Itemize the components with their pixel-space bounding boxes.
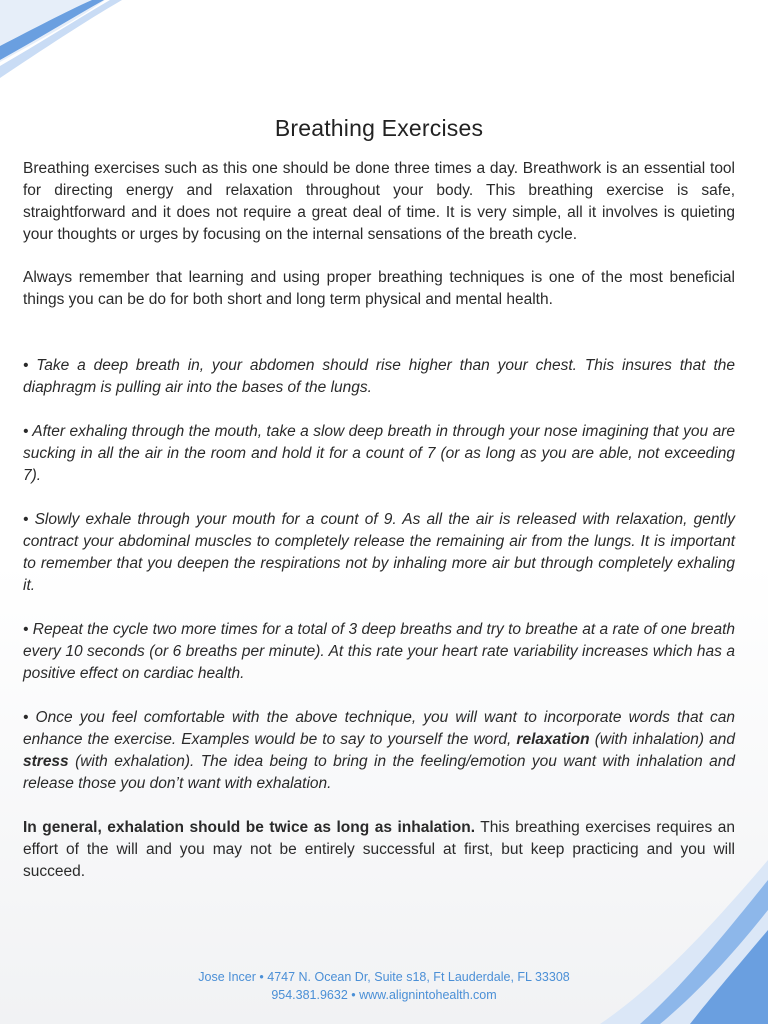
bullet-words-text-3: (with exhalation). The idea being to bring in the feeling/emotion you want with inhalation and release those you don’t want with exhalation. [23,753,735,793]
intro-paragraph: Breathing exercises such as this one should be done three times a day. Breathwork is an essential tool for directing energy and relaxation throughout your body. This breathing exercise is safe, straightforward and it does not require a great deal of time. It is very simple, all it involves is quieting your thoughts or urges by focusing on the internal sensations of the breath cycle. [23,160,735,244]
page-title: Breathing Exercises [274,115,484,141]
bullet-repeat-cycle: • Repeat the cycle two more times for a total of 3 deep breaths and try to breathe at a rate of one breath every 10 seconds (or 6 breaths per minute). At this rate your heart rate variability increases which has a positive effect on cardiac health. [23,621,735,683]
conclusion-bold-statement: In general, exhalation should be twice as long as inhalation. [23,819,475,837]
bullet-words-text-1: • Once you feel comfortable with the above technique, you will want to incorporate words that can enhance the exercise. Examples would be to say to yourself the word, [23,709,735,749]
footer-phone-website: 954.381.9632 • www.alignintohealth.com [271,988,497,1002]
conclusion-rest: This breathing exercises requires an effort of the will and you may not be entirely successful at first, but keep practicing and you will succeed. [23,819,735,881]
footer-address: Jose Incer • 4747 N. Ocean Dr, Suite s18, Ft Lauderdale, FL 33308 [198,970,570,984]
word-stress: stress [23,753,69,771]
word-relaxation: relaxation [516,731,590,749]
bullet-words-text-2: (with inhalation) and [589,731,735,749]
conclusion-paragraph [23,817,735,883]
bullet-deep-breath: • Take a deep breath in, your abdomen should rise higher than your chest. This insures that the diaphragm is pulling air into the bases of the lungs. [23,357,735,397]
bullet-slow-exhale: • Slowly exhale through your mouth for a count of 9. As all the air is released with relaxation, gently contract your abdominal muscles to completely release the remaining air from the lungs. It is important to remember that you deepen the respirations not by inhaling more air but through completely exhaling it. [23,511,735,595]
footer-contact [0,968,768,1004]
document-body [23,112,735,883]
health-benefits-paragraph: Always remember that learning and using proper breathing techniques is one of the most beneficial things you can be do for both short and long term physical and mental health. [23,269,735,309]
bullet-nose-inhale: • After exhaling through the mouth, take a slow deep breath in through your nose imagining that you are sucking in all the air in the room and hold it for a count of 7 (or as long as you are able, not exceeding 7). [23,423,735,485]
bullet-incorporate-words [23,707,735,795]
